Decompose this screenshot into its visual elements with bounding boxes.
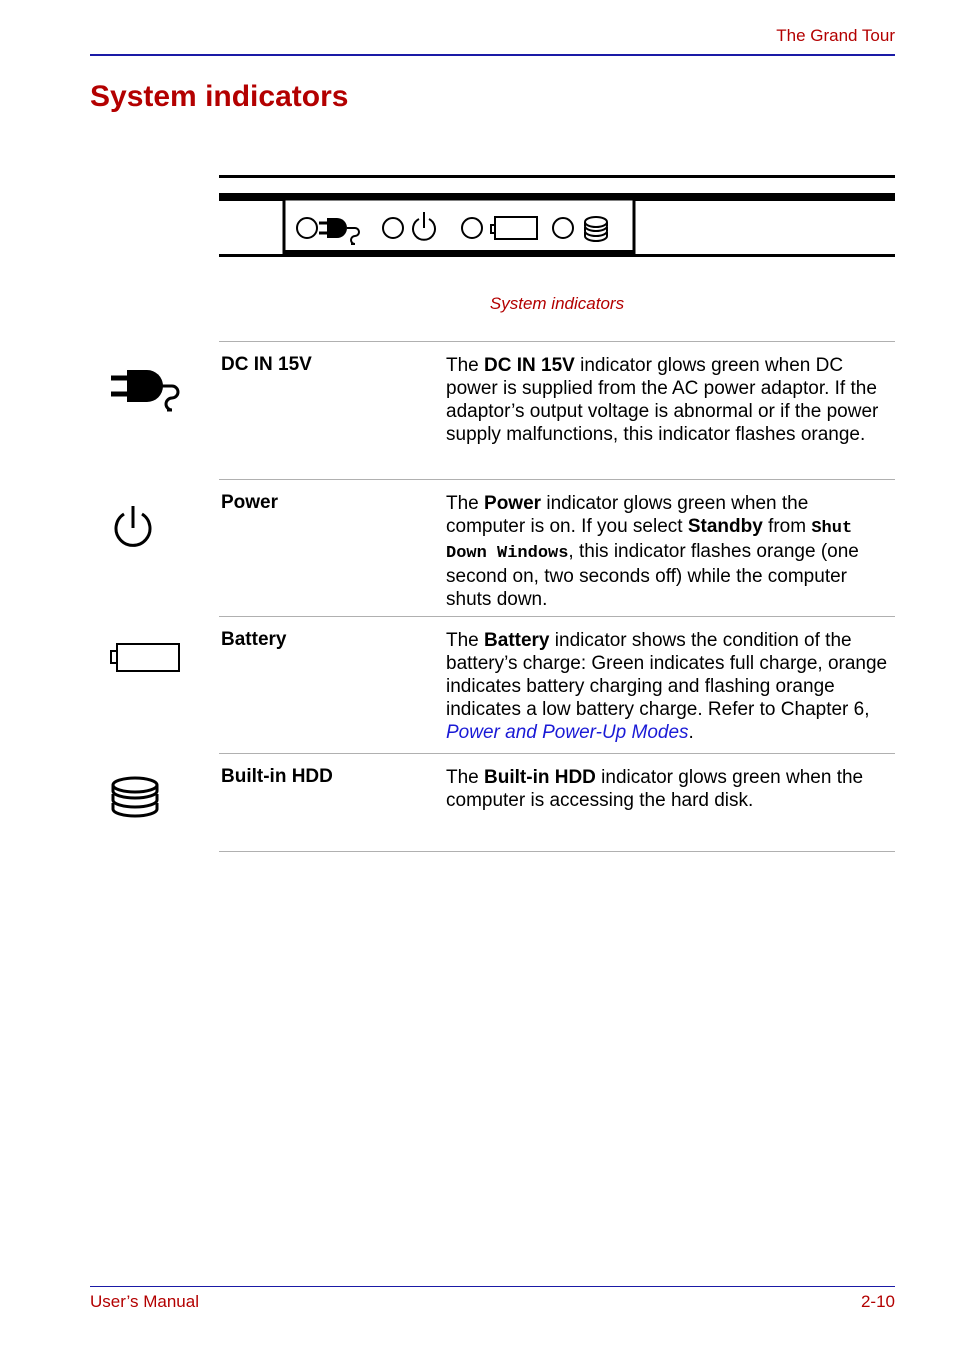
indicator-description: The Battery indicator shows the condition of the battery’s charge: Green indicates full charge, orange indicates battery charging and flashing orange indicates a low battery charge. Refer to Chapter 6, Power and Power-Up Modes. bbox=[446, 630, 888, 743]
figure-caption: System indicators bbox=[489, 294, 625, 313]
chapter-link[interactable]: Power and Power-Up Modes bbox=[446, 722, 689, 743]
running-header: The Grand Tour bbox=[776, 26, 895, 45]
table-row-dc-in bbox=[219, 342, 895, 480]
header-rule bbox=[90, 54, 895, 56]
indicator-name: Power bbox=[221, 492, 279, 513]
battery-icon bbox=[109, 641, 183, 675]
indicator-name: DC IN 15V bbox=[221, 354, 312, 375]
page-title: System indicators bbox=[90, 80, 349, 113]
table-row-hdd bbox=[219, 754, 895, 852]
indicator-description: The Power indicator glows green when the computer is on. If you select Standby from Shut Down Windows, this indicator flashes orange (one second on, two seconds off) while the computer shuts down. bbox=[446, 493, 859, 610]
table-row-battery bbox=[219, 617, 895, 754]
indicator-panel-figure bbox=[219, 174, 895, 264]
hdd-icon bbox=[109, 776, 161, 822]
page-number: 2-10 bbox=[860, 1292, 895, 1311]
footer-rule bbox=[90, 1286, 895, 1287]
footer-manual-title: User’s Manual bbox=[90, 1292, 199, 1311]
indicator-description: The DC IN 15V indicator glows green when DC power is supplied from the AC power adaptor. If the adaptor’s output voltage is abnormal or if the power supply malfunctions, this indicator flashes orange. bbox=[446, 355, 879, 445]
dc-in-plug-icon bbox=[109, 366, 181, 412]
indicator-table bbox=[219, 341, 895, 852]
indicator-name: Battery bbox=[221, 629, 287, 650]
indicator-name: Built-in HDD bbox=[221, 766, 333, 787]
power-icon bbox=[109, 504, 157, 552]
indicator-description: The Built-in HDD indicator glows green when the computer is accessing the hard disk. bbox=[446, 767, 864, 811]
table-row-power bbox=[219, 480, 895, 617]
